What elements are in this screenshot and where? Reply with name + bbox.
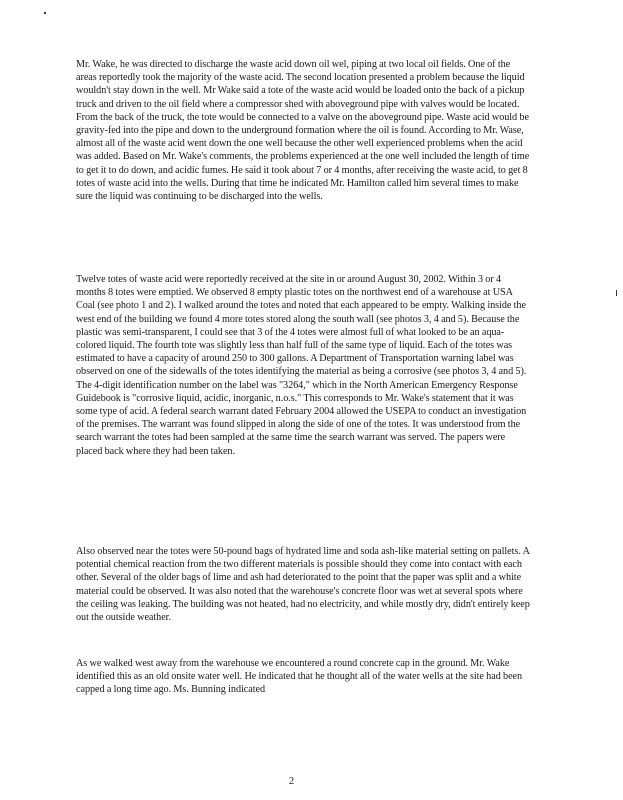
paragraph-4: As we walked west away from the warehouse we encountered a round concrete cap in the ground. Mr. Wake identified this as an old onsite water well. He indicated that he thought all of the water wells at the site had been capped a long time ago. Ms. Bunning indicated <box>76 658 523 696</box>
paragraph-1: Mr. Wake, he was directed to discharge the waste acid down oil wel, piping at two local oil fields. One of the areas reportedly took the majority of the waste acid. The second location presented a problem because the liquid wouldn't stay down in the well. Mr Wake said a tote of the waste acid would be loaded onto the back of a pickup truck and driven to the oil field where a compressor shed with aboveground pipe with valves would be located. From the back of the truck, the tote would be connected to a valve on the aboveground pipe. Waste acid would be gravity-fed into the pipe and down to the underground formation where the oil is found. According to Mr. Wase, almost all of the waste acid went down the one well because the other well experienced problems when the acid was added. Based on Mr. Wake's comments, the problems experienced at the one well included the length of time to get it to do down, and acidic fumes. He said it took about 7 or 4 months, after receiving the waste acid, to get 8 totes of waste acid into the wells. During that time he indicated Mr. Hamilton called him several times to make sure the liquid was continuing to be discharged into the wells. <box>76 59 530 203</box>
scan-speck <box>44 12 46 14</box>
page-number: 2 <box>288 776 295 787</box>
paragraph-3: Also observed near the totes were 50-pound bags of hydrated lime and soda ash-like material setting on pallets. A potential chemical reaction from the two different materials is possible should they come into contact with each other. Several of the older bags of lime and ash had deteriorated to the point that the paper was split and a white material could be observed. It was also noted that the warehouse's concrete floor was wet at several spots where the ceiling was leaking. The building was not heated, had no electricity, and while mostly dry, didn't entirely keep out the outside weather. <box>76 546 530 624</box>
scan-speck <box>616 290 617 296</box>
paragraph-2: Twelve totes of waste acid were reportedly received at the site in or around August 30, 2002. Within 3 or 4 months 8 totes were emptied. We observed 8 empty plastic totes on the northwest end of a warehouse at USA Coal (see photo 1 and 2). I walked around the totes and noted that each appeared to be empty. Walking inside the west end of the building we found 4 more totes stored along the south wall (see photos 3, 4 and 5). Because the plastic was semi-transparent, I could see that 3 of the 4 totes were almost full of what looked to be an aqua-colored liquid. The fourth tote was slightly less than half full of the same type of liquid. Each of the totes was estimated to have a capacity of around 250 to 300 gallons. A Department of Transportation warning label was observed on one of the sidewalls of the totes identifying the material as being a corrosive (see photos 3, 4 and 5). The 4-digit identification number on the label was "3264," which in the North American Emergency Response Guidebook is "corrosive liquid, acidic, inorganic, n.o.s." This corresponds to Mr. Wake's statement that it was some type of acid. A federal search warrant dated February 2004 allowed the USEPA to conduct an investigation of the premises. The warrant was found slipped in along the side of one of the totes. It was understood from the search warrant the totes had been sampled at the same time the search warrant was served. The papers were placed back where they had been taken. <box>76 274 527 457</box>
